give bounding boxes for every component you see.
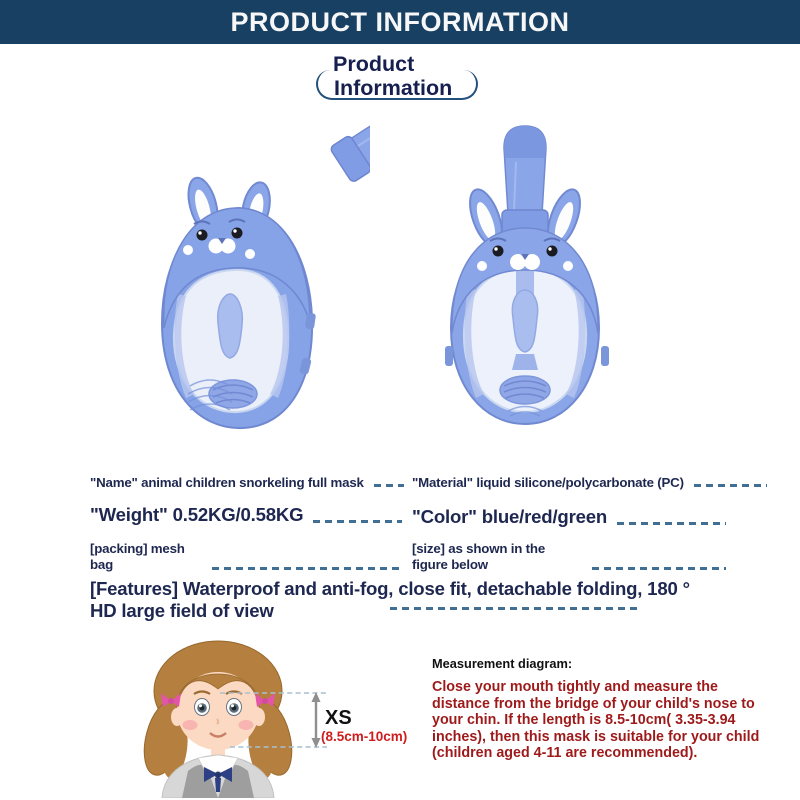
spec-weight-text: "Weight" 0.52KG/0.58KG [90, 504, 304, 525]
spec-size [412, 541, 726, 573]
spec-features [90, 578, 690, 622]
spec-weight [90, 504, 402, 526]
measurement-title: Measurement diagram: [432, 656, 573, 671]
spec-material [412, 475, 767, 490]
spec-features-text: [Features] Waterproof and anti-fog, close fit, detachable folding, 180 ° HD large field of view [90, 578, 690, 621]
mask-three-quarter-illustration [138, 118, 370, 463]
dashed-line [212, 567, 402, 570]
dashed-line [694, 484, 767, 487]
spec-color-text: "Color" blue/red/green [412, 506, 608, 527]
dashed-line [390, 607, 640, 610]
dashed-line [617, 522, 726, 525]
dashed-line [313, 520, 402, 523]
badge-outline [316, 70, 478, 100]
spec-name-text: "Name" animal children snorkeling full mask [90, 475, 364, 490]
page-title: PRODUCT INFORMATION [230, 6, 570, 37]
spec-material-text: "Material" liquid silicone/polycarbonate (PC) [412, 475, 684, 490]
snorkel-tube-icon [502, 126, 548, 234]
spec-packing-text: [packing] mesh bag [90, 541, 185, 572]
measurement-arrow-icon [312, 692, 321, 748]
spec-size-text: [size] as shown in the figure below [412, 541, 546, 572]
mask-front-illustration [438, 118, 616, 458]
header-bar [0, 0, 800, 44]
measurement-block [432, 656, 762, 762]
measurement-body: Close your mouth tightly and measure the distance from the bridge of your child's nose to your chin. If the length is 8.5-10cm( 3.35-3.94 inches), then this mask is suitable for your child (children aged 4-11 are recommended). [432, 679, 760, 762]
spec-name [90, 475, 402, 490]
dashed-line [374, 484, 404, 487]
badge-line1: Product [333, 52, 415, 76]
size-xs-label: XS [325, 707, 352, 729]
spec-packing [90, 541, 402, 573]
badge-line2: Information [334, 76, 453, 100]
size-range-label: (8.5cm-10cm) [321, 729, 408, 744]
measurement-girl-illustration [118, 633, 418, 798]
spec-color [412, 506, 726, 528]
dashed-line [592, 567, 726, 570]
